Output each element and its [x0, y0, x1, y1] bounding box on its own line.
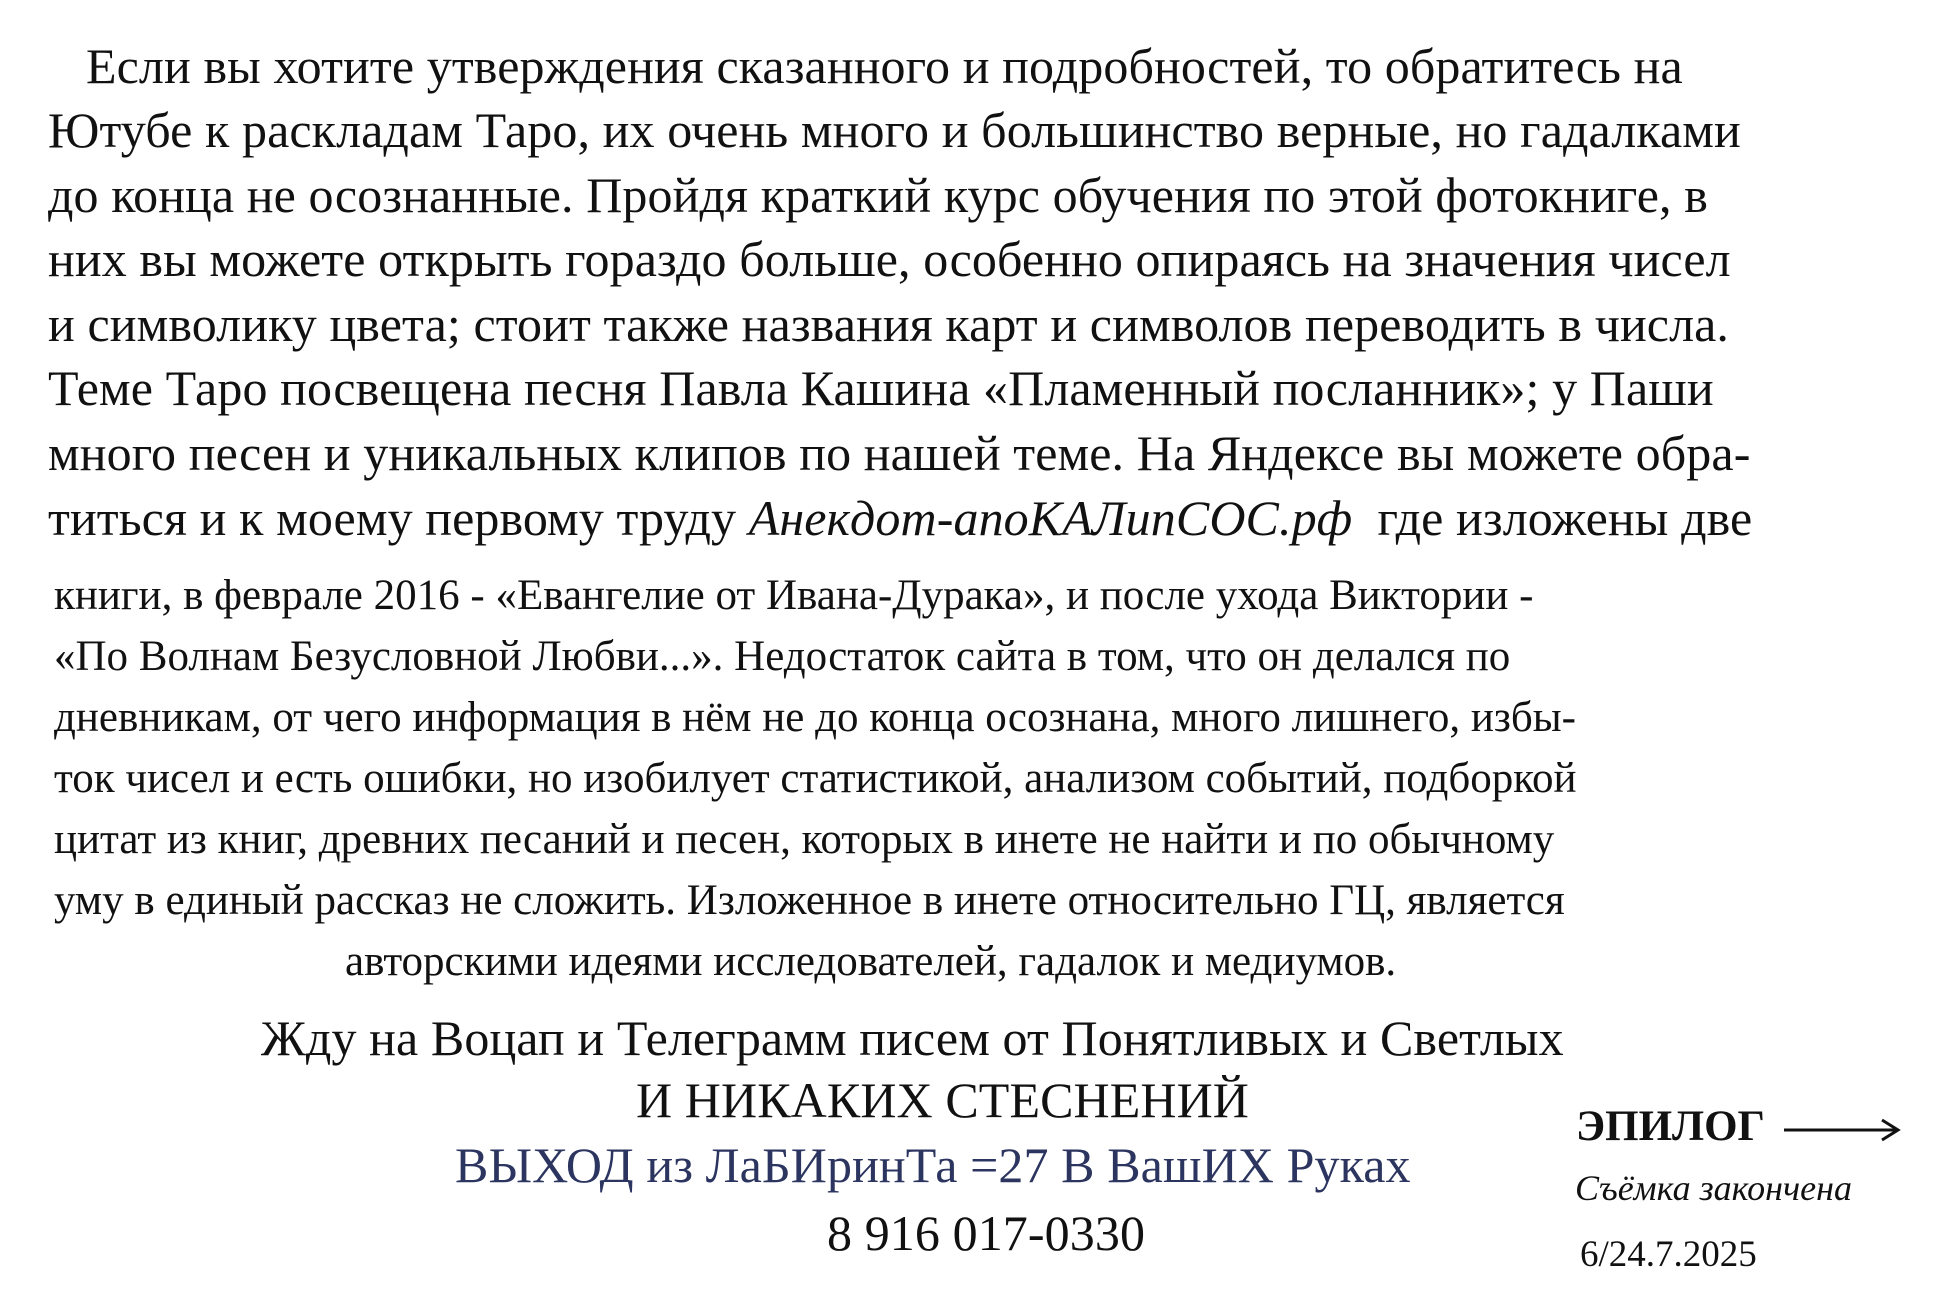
text-line-5: и символику цвета; стоит также названия карт и символов переводить в числа. — [48, 296, 1730, 352]
text-line-8-end: где изложены две — [1352, 490, 1753, 546]
epilog-text: ЭПИЛОГ — [1576, 1103, 1765, 1150]
text-line-15: авторскими идеями исследователей, гадалок и медиумов. — [345, 938, 1397, 985]
text-line-4: них вы можете открыть гораздо больше, особенно опираясь на значения чисел — [48, 231, 1731, 287]
exit-line: ВЫХОД из ЛаБИринТа =27 В ВашИХ Руках — [455, 1137, 1411, 1193]
arrow-right-icon — [1776, 1115, 1906, 1145]
text-line-14: уму в единый рассказ не сложить. Изложенное в инете относительно ГЦ, является — [54, 877, 1565, 924]
text-line-2: Ютубе к раскладам Таро, их очень много и большинство верные, но гадалками — [48, 102, 1741, 158]
text-line-7: много песен и уникальных клипов по нашей теме. На Яндексе вы можете обра- — [48, 425, 1751, 481]
no-shy-line: И НИКАКИХ СТЕСНЕНИЙ — [636, 1072, 1250, 1128]
text-line-6: Теме Таро посвещена песня Павла Кашина «Пламенный посланник»; у Паши — [48, 360, 1714, 416]
text-line-3: до конца не осознанные. Пройдя краткий курс обучения по этой фотокниге, в — [48, 167, 1708, 223]
filming-finished: Съёмка закончена — [1575, 1168, 1852, 1208]
wait-line: Жду на Воцап и Телеграмм писем от Понятливых и Светлых — [261, 1010, 1564, 1066]
text-line-8 — [48, 490, 1753, 546]
epilog-label — [1576, 1105, 1906, 1148]
text-line-9: книги, в феврале 2016 - «Евангелие от Ивана-Дурака», и после ухода Виктории - — [54, 572, 1534, 619]
text-line-12: ток чисел и есть ошибки, но изобилует статистикой, анализом событий, подборкой — [54, 755, 1577, 802]
date-label: 6/24.7.2025 — [1580, 1234, 1757, 1275]
text-line-13: цитат из книг, древних песаний и песен, которых в инете не найти и по обычному — [54, 816, 1555, 863]
text-line-1: Если вы хотите утверждения сказанного и подробностей, то обратитесь на — [86, 38, 1683, 94]
text-line-10: «По Волнам Безусловной Любви...». Недостаток сайта в том, что он делался по — [54, 633, 1511, 680]
text-line-11: дневникам, от чего информация в нём не до конца осознана, много лишнего, избы- — [54, 694, 1576, 741]
text-line-8-start: титься и к моему первому труду — [48, 490, 749, 546]
site-name: Анекдот-апоКАЛипСОС.рф — [748, 490, 1353, 546]
phone-number: 8 916 017-0330 — [827, 1205, 1146, 1261]
